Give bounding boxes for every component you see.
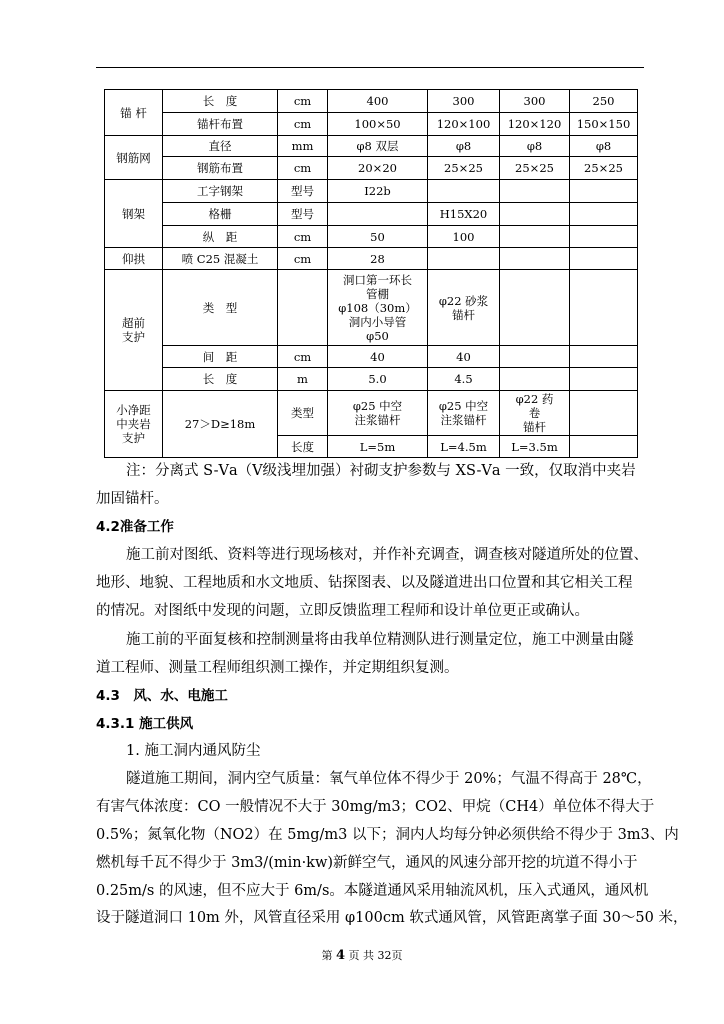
table-row: 间 距 cm 40 40 <box>105 346 638 368</box>
paragraph-line: 有害气体浓度：CO 一般情况不大于 30mg/m3；CO2、甲烷（CH4）单位体不得大于 <box>96 799 655 815</box>
table-row: 长度 L=5m L=4.5m L=3.5m <box>105 436 638 458</box>
table-row: 小净距 中夹岩 支护 27＞D≥18m 类型 φ25 中空 注浆锚杆 φ25 中空 注浆锚杆 φ22 药 卷 锚杆 <box>105 391 638 436</box>
page-footer: 第 4 页 共 32页 <box>321 948 403 963</box>
support-parameter-table <box>104 89 638 458</box>
paragraph-line: 燃机每千瓦不得少于 3m3/(min·kw)新鲜空气，通风的风速分部开挖的坑道不得小于 <box>96 855 638 871</box>
paragraph-line: 设于隧道洞口 10m 外，风管直径采用 φ100cm 软式通风管，风管距离掌子面 30～50 米， <box>96 910 688 926</box>
header-rule <box>96 67 644 68</box>
section-heading-4-3-1: 4.3.1 施工供风 <box>96 716 194 732</box>
paragraph-line: 施工前的平面复核和控制测量将由我单位精测队进行测量定位，施工中测量由隧 <box>126 632 634 648</box>
section-heading-4-2: 4.2准备工作 <box>96 519 174 535</box>
paragraph-line: 道工程师、测量工程师组织测工操作，并定期组织复测。 <box>96 660 459 676</box>
group-cell: 钢筋网 <box>105 136 163 180</box>
table-row: 锚杆布置 cm 100×50 120×100 120×120 150×150 <box>105 113 638 136</box>
table-note-cont: 加固锚杆。 <box>96 491 169 507</box>
group-cell: 仰拱 <box>105 248 163 270</box>
table-row: 纵 距 cm 50 100 <box>105 226 638 248</box>
condition-cell: 27＞D≥18m <box>163 391 278 458</box>
paragraph-line: 隧道施工期间，洞内空气质量：氧气单位体不得少于 20%；气温不得高于 28℃， <box>126 771 652 787</box>
group-cell: 小净距 中夹岩 支护 <box>105 391 163 458</box>
table-row: 钢筋网 直径 mm φ8 双层 φ8 φ8 φ8 <box>105 136 638 157</box>
group-cell: 钢架 <box>105 180 163 248</box>
table-row: 钢架 工字钢架 型号 I22b <box>105 180 638 203</box>
section-heading-4-3: 4.3 风、水、电施工 <box>96 688 228 704</box>
table-row: 超前 支护 类 型 洞口第一环长 管棚 φ108（30m） 洞内小导管 φ50 φ22 砂浆 锚杆 <box>105 270 638 346</box>
table-row: 锚 杆 长 度 cm 400 300 300 250 <box>105 90 638 113</box>
table-row: 仰拱 喷 C25 混凝土 cm 28 <box>105 248 638 270</box>
paragraph-line: 的情况。对图纸中发现的问题，立即反馈监理工程师和设计单位更正或确认。 <box>96 603 589 619</box>
table-row: 长 度 m 5.0 4.5 <box>105 368 638 391</box>
paragraph-line: 地形、地貌、工程地质和水文地质、钻探图表、以及隧道进出口位置和其它相关工程 <box>96 575 633 591</box>
group-cell: 超前 支护 <box>105 270 163 391</box>
table-row: 钢筋布置 cm 20×20 25×25 25×25 25×25 <box>105 157 638 180</box>
paragraph-line: 0.5%；氮氧化物（NO2）在 5mg/m3 以下；洞内人均每分钟必须供给不得少于 3m3、内 <box>96 827 679 843</box>
page-number: 4 <box>335 948 346 963</box>
paragraph-line: 施工前对图纸、资料等进行现场核对，并作补充调查，调查核对隧道所处的位置、 <box>126 547 648 563</box>
table-row: 格栅 型号 H15X20 <box>105 203 638 226</box>
table-note: 注：分离式 S-Ⅴa（Ⅴ级浅埋加强）衬砌支护参数与 XS-Ⅴa 一致，仅取消中夹岩 <box>126 463 636 479</box>
group-cell: 锚 杆 <box>105 90 163 136</box>
page-total: 32 <box>377 949 392 962</box>
paragraph-line: 0.25m/s 的风速，但不应大于 6m/s。本隧道通风采用轴流风机，压入式通风，通风机 <box>96 883 649 899</box>
list-item: 1. 施工洞内通风防尘 <box>126 743 261 759</box>
